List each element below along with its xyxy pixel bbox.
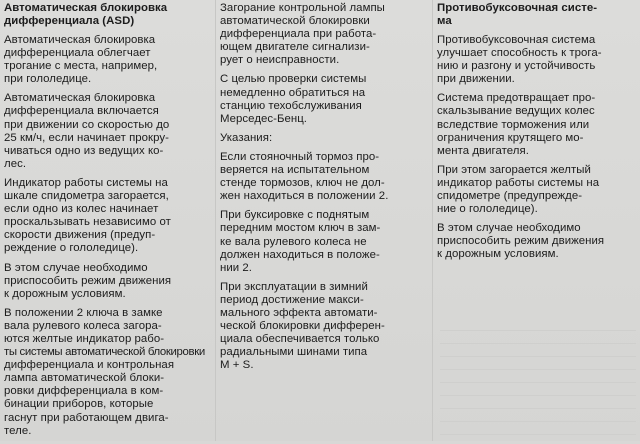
note-towing: При буксировке с поднятым передним мостом ключ в зам- ке вала рулевого колеса не должен находиться в положе- нии 2.	[220, 209, 381, 274]
column-divider	[215, 0, 216, 441]
asd-paragraph-2: Автоматическая блокировка дифференциала включается при движении со скоростью до 25 км/ч, если начинает прокру- чиваться одно из ведущих ко- лес.	[4, 92, 170, 170]
traction-heading: Противобуксовочная систе- ма	[437, 2, 598, 27]
traction-paragraph-3: При этом загорается желтый индикатор работы системы на спидометре (предупрежде- ние о гололедице).	[437, 163, 600, 216]
column-traction-control	[437, 2, 637, 268]
asd-paragraph-5: В положении 2 ключа в замке вала рулевого колеса загора- ются желтые индикатор рабо- ты системы автоматической блокировки дифференциала и контрольная лампа автоматической блоки- ровки дифференциала в ком- бинации приборов, которые гаснут при работающем двига- теле.	[4, 306, 205, 437]
asd-heading: Автоматическая блокировка дифференциала (ASD)	[4, 2, 168, 27]
traction-paragraph-1: Противобуксовочная система улучшает способность к трога- нию и разгону и устойчивость при движении.	[437, 34, 602, 86]
bleed-through-texture	[440, 318, 636, 435]
traction-paragraph-2: Система предотвращает про- скальзывание ведущих колес вследствие торможения или ограничения крутящего мо- мента двигателя.	[437, 92, 596, 157]
column-divider	[432, 0, 433, 441]
warning-lamp-paragraph: Загорание контрольной лампы автоматической блокировки дифференциала при работа- ющем двигателе сигнализи- рует о неисправности.	[220, 2, 385, 67]
column-asd-continued	[220, 2, 426, 378]
asd-paragraph-1: Автоматическая блокировка дифференциала облегчает трогание с места, например, при гололедице.	[4, 34, 158, 86]
traction-paragraph-4: В этом случае необходимо приспособить режим движения к дорожным условиям.	[437, 222, 605, 261]
notes-title: Указания:	[220, 131, 273, 144]
asd-paragraph-4: В этом случае необходимо приспособить режим движения к дорожным условиям.	[4, 261, 172, 300]
asd-paragraph-3: Индикатор работы системы на шкале спидометра загорается, если одно из колес начинает проскальзывать независимо от скорости движения (предуп- реждение о гололедице).	[4, 176, 171, 255]
service-check-paragraph: С целью проверки системы немедленно обратиться на станцию техобслуживания Мерседес-Бенц.	[220, 73, 367, 125]
column-asd	[4, 2, 205, 444]
note-parking-brake: Если стояночный тормоз про- веряется на испытательном стенде тормозов, ключ не дол- жен находиться в положении 2.	[220, 150, 389, 203]
note-winter: При эксплуатации в зимний период достижение макси- мального эффекта автомати- ческой блокировки дифферен- циала обеспечивается только радиальными шинами типа M + S.	[220, 280, 385, 372]
